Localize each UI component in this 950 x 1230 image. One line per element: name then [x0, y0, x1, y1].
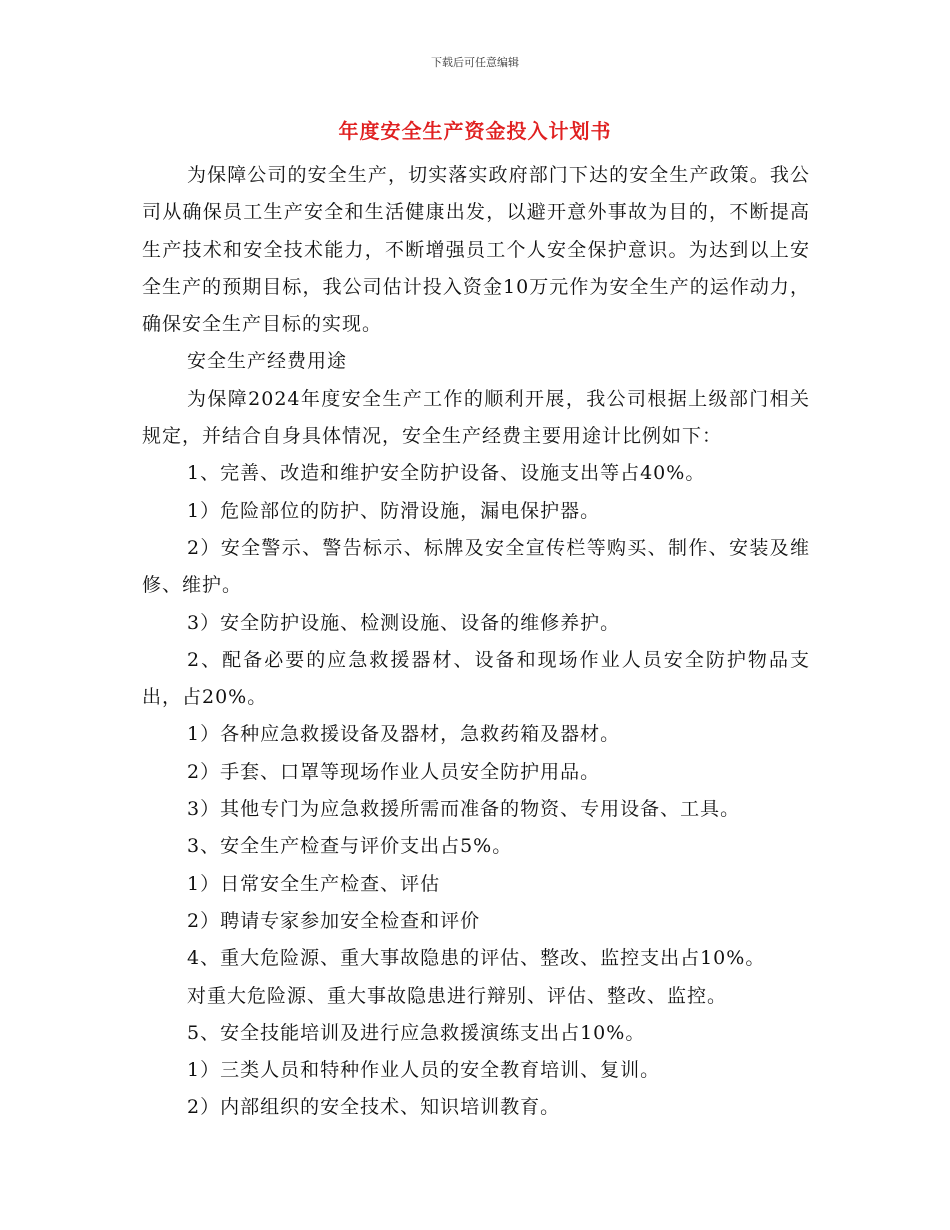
- item-1: 1、完善、改造和维护安全防护设备、设施支出等占40%。: [187, 462, 706, 485]
- item-3: 3、安全生产检查与评价支出占5%。: [187, 835, 513, 858]
- purpose-paragraph: 为保障2024年度安全生产工作的顺利开展，我公司根据上级部门相关规定，并结合自身具体情况，安全生产经费主要用途计比例如下：: [142, 387, 810, 448]
- item-2-sub-2: 2）手套、口罩等现场作业人员安全防护用品。: [187, 760, 601, 783]
- section-heading: 安全生产经费用途: [187, 350, 348, 373]
- document-body: [142, 157, 810, 1127]
- document-title: 年度安全生产资金投入计划书: [338, 119, 612, 143]
- item-2-sub-3: 3）其他专门为应急救援所需而准备的物资、专用设备、工具。: [187, 798, 741, 821]
- item-2: 2、配备必要的应急救援器材、设备和现场作业人员安全防护物品支出，占20%。: [142, 648, 810, 709]
- item-1-sub-3: 3）安全防护设施、检测设施、设备的维修养护。: [187, 611, 621, 634]
- item-3-sub-2: 2）聘请专家参加安全检查和评价: [187, 909, 481, 932]
- item-5-sub-2: 2）内部组织的安全技术、知识培训教育。: [187, 1096, 561, 1119]
- item-1-sub-2: 2）安全警示、警告标示、标牌及安全宣传栏等购买、制作、安装及维修、维护。: [142, 536, 810, 597]
- page-header-note: 下载后可任意编辑: [431, 56, 519, 69]
- item-5: 5、安全技能培训及进行应急救援演练支出占10%。: [187, 1021, 646, 1044]
- intro-paragraph: 为保障公司的安全生产，切实落实政府部门下达的安全生产政策。我公司从确保员工生产安全和生活健康出发，以避开意外事故为目的，不断提高生产技术和安全技术能力，不断增强员工个人安全保护意识。为达到以上安全生产的预期目标，我公司估计投入资金10万元作为安全生产的运作动力，确保安全生产目标的实现。: [142, 164, 810, 336]
- item-5-sub-1: 1）三类人员和特种作业人员的安全教育培训、复训。: [187, 1059, 661, 1082]
- item-4-detail: 对重大危险源、重大事故隐患进行辩别、评估、整改、监控。: [187, 984, 728, 1007]
- item-2-sub-1: 1）各种应急救援设备及器材，急救药箱及器材。: [187, 723, 621, 746]
- item-4: 4、重大危险源、重大事故隐患的评估、整改、监控支出占10%。: [187, 947, 766, 970]
- item-1-sub-1: 1）危险部位的防护、防滑设施，漏电保护器。: [187, 499, 601, 522]
- item-3-sub-1: 1）日常安全生产检查、评估: [187, 872, 441, 895]
